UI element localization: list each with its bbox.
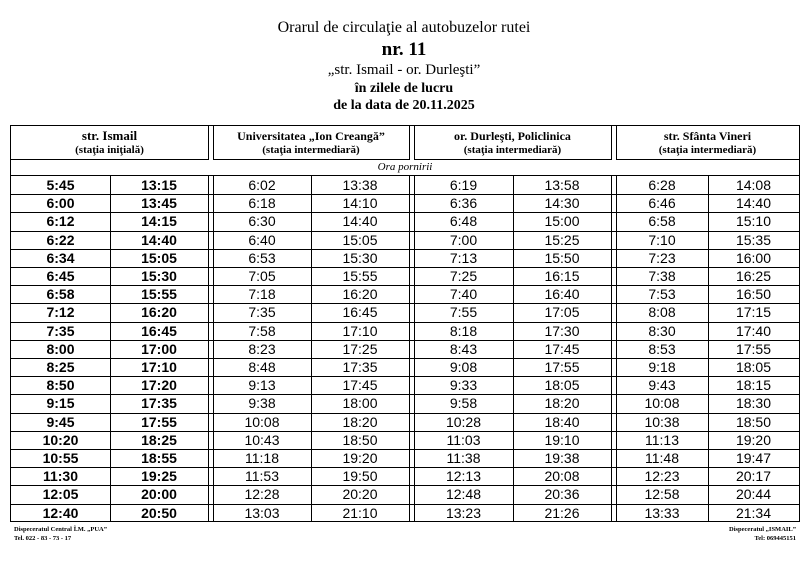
departure-time: 6:28 xyxy=(648,177,676,193)
departure-time: 9:58 xyxy=(449,395,478,411)
departure-time: 15:55 xyxy=(141,286,177,302)
departure-time: 20:20 xyxy=(342,486,378,502)
departure-time: 17:10 xyxy=(141,359,177,375)
departure-time: 6:46 xyxy=(648,195,676,211)
departure-time: 10:08 xyxy=(244,414,280,430)
departure-time: 12:23 xyxy=(644,468,680,484)
departure-time: 17:35 xyxy=(141,395,177,411)
departure-time: 7:55 xyxy=(449,304,478,320)
departure-time: 7:38 xyxy=(648,268,676,284)
departure-time: 19:47 xyxy=(735,450,772,466)
departure-time: 9:43 xyxy=(648,377,676,393)
departure-time: 18:50 xyxy=(735,414,772,430)
departure-time: 18:05 xyxy=(735,359,772,375)
departure-time-label: Ora pornirii xyxy=(11,160,799,175)
departure-time: 7:00 xyxy=(449,232,478,248)
departure-time: 10:20 xyxy=(42,432,79,448)
dispatch-central-phone: Tel. 022 - 83 - 73 - 17 xyxy=(14,535,72,542)
departure-time: 13:23 xyxy=(445,505,482,521)
departure-time: 12:48 xyxy=(445,486,482,502)
departure-time: 10:55 xyxy=(42,450,79,466)
departure-time: 18:05 xyxy=(544,377,580,393)
departure-time: 18:55 xyxy=(141,450,177,466)
effective-date: de la data de 20.11.2025 xyxy=(333,98,475,113)
departure-time: 21:10 xyxy=(342,505,378,521)
stop-type: (staţia intermediară) xyxy=(658,144,757,156)
departure-time: 12:40 xyxy=(42,505,79,521)
stop-header xyxy=(616,126,799,159)
departure-time: 8:00 xyxy=(46,341,75,357)
schedule-heading: Orarul de circulaţie al autobuzelor rutei xyxy=(277,19,531,36)
departure-time: 17:10 xyxy=(342,323,378,339)
departure-time: 19:38 xyxy=(544,450,580,466)
departure-time: 6:36 xyxy=(449,195,478,211)
departure-time: 15:05 xyxy=(342,232,378,248)
departure-time: 6:48 xyxy=(449,213,478,229)
departure-time: 21:26 xyxy=(544,505,580,521)
departure-time: 15:25 xyxy=(544,232,580,248)
departure-time: 6:19 xyxy=(449,177,478,193)
departure-time: 16:25 xyxy=(735,268,772,284)
departure-time: 9:13 xyxy=(248,377,276,393)
departure-time: 17:00 xyxy=(141,341,177,357)
dispatch-central: Dispeceratul Central Î.M. „PUA” xyxy=(14,526,107,533)
departure-time: 16:45 xyxy=(342,304,378,320)
departure-time: 8:08 xyxy=(648,304,676,320)
departure-time: 11:03 xyxy=(446,432,481,448)
stop-name: or. Durleşti, Policlinica xyxy=(454,129,571,143)
departure-time: 17:40 xyxy=(735,323,772,339)
dispatch-ismail: Dispeceratul „ISMAIL” xyxy=(729,526,796,533)
departure-time: 6:30 xyxy=(248,213,276,229)
stop-header xyxy=(11,126,208,159)
departure-time: 13:38 xyxy=(342,177,378,193)
dispatch-ismail-phone: Tel: 069445151 xyxy=(754,535,796,542)
departure-time: 13:58 xyxy=(544,177,580,193)
departure-time: 15:30 xyxy=(342,250,378,266)
departure-time: 11:18 xyxy=(245,450,279,466)
departure-time: 6:18 xyxy=(248,195,276,211)
departure-time: 15:50 xyxy=(544,250,580,266)
departure-time: 19:20 xyxy=(735,432,772,448)
departure-time: 6:00 xyxy=(46,195,75,211)
departure-time: 18:50 xyxy=(342,432,378,448)
stop-type: (staţia iniţială) xyxy=(75,144,144,156)
departure-time: 18:25 xyxy=(141,432,177,448)
departure-time: 5:45 xyxy=(46,177,75,193)
departure-time: 12:05 xyxy=(42,486,79,502)
departure-time: 17:55 xyxy=(544,359,580,375)
departure-time: 13:03 xyxy=(244,505,280,521)
departure-time: 8:30 xyxy=(648,323,676,339)
departure-time: 15:35 xyxy=(735,232,772,248)
departure-time: 19:20 xyxy=(342,450,378,466)
departure-time: 14:08 xyxy=(735,177,772,193)
departure-time: 6:58 xyxy=(648,213,676,229)
departure-time: 16:40 xyxy=(544,286,580,302)
departure-time: 21:34 xyxy=(735,505,772,521)
departure-time: 20:44 xyxy=(735,486,772,502)
departure-time: 14:15 xyxy=(141,213,177,229)
service-days: în zilele de lucru xyxy=(354,81,454,96)
footer-left xyxy=(14,525,107,543)
departure-time: 16:20 xyxy=(342,286,378,302)
departure-time: 9:08 xyxy=(449,359,478,375)
departure-time: 16:20 xyxy=(141,304,177,320)
departure-time: 16:15 xyxy=(544,268,580,284)
departure-time: 7:13 xyxy=(449,250,478,266)
departure-time: 17:20 xyxy=(141,377,177,393)
departure-time: 8:48 xyxy=(248,359,276,375)
departure-time: 13:33 xyxy=(644,505,680,521)
stop-name: Universitatea „Ion Creangă” xyxy=(237,129,385,143)
stop-header xyxy=(213,126,409,159)
departure-time: 14:10 xyxy=(342,195,378,211)
route-number: nr. 11 xyxy=(381,39,427,60)
departure-time: 8:25 xyxy=(46,359,75,375)
departure-time: 20:36 xyxy=(544,486,580,502)
stop-name: str. Ismail xyxy=(81,128,138,143)
departure-time: 6:53 xyxy=(248,250,276,266)
departure-time: 17:55 xyxy=(141,414,177,430)
departure-time: 6:02 xyxy=(248,177,276,193)
departure-time: 7:10 xyxy=(648,232,676,248)
departure-time: 13:45 xyxy=(141,195,177,211)
departure-time: 10:28 xyxy=(445,414,482,430)
departure-time: 17:45 xyxy=(544,341,580,357)
departure-time: 9:45 xyxy=(46,414,75,430)
departure-time: 18:20 xyxy=(342,414,378,430)
departure-time: 18:20 xyxy=(544,395,580,411)
departure-time: 8:23 xyxy=(248,341,276,357)
departure-time: 16:45 xyxy=(141,323,177,339)
footer-right xyxy=(729,525,796,543)
departure-time: 11:30 xyxy=(42,468,79,484)
departure-time: 11:53 xyxy=(245,468,279,484)
departure-time: 6:58 xyxy=(46,286,75,302)
departure-time: 7:25 xyxy=(449,268,478,284)
departure-time: 18:15 xyxy=(735,377,772,393)
departure-time: 15:10 xyxy=(735,213,772,229)
departure-time: 17:15 xyxy=(735,304,772,320)
departure-time: 15:05 xyxy=(141,250,177,266)
departure-time: 9:18 xyxy=(648,359,676,375)
departure-time: 7:23 xyxy=(648,250,676,266)
departure-time: 7:40 xyxy=(449,286,478,302)
departure-time: 14:40 xyxy=(735,195,772,211)
departure-time: 6:12 xyxy=(46,213,75,229)
departure-time: 14:30 xyxy=(544,195,580,211)
departure-time: 9:38 xyxy=(248,395,276,411)
departure-time: 17:35 xyxy=(342,359,378,375)
departure-time: 14:40 xyxy=(342,213,378,229)
stop-header xyxy=(414,126,611,159)
departure-time: 20:17 xyxy=(735,468,772,484)
departure-time: 20:08 xyxy=(544,468,580,484)
departure-time: 15:30 xyxy=(141,268,177,284)
header xyxy=(0,18,808,114)
departure-time: 12:58 xyxy=(644,486,680,502)
departure-time: 13:15 xyxy=(141,177,177,193)
departure-time: 8:50 xyxy=(46,377,75,393)
stop-type: (staţia intermediară) xyxy=(463,144,562,156)
departure-time: 10:08 xyxy=(644,395,680,411)
departure-time: 7:35 xyxy=(46,323,75,339)
departure-time: 12:13 xyxy=(445,468,482,484)
departure-time: 14:40 xyxy=(141,232,177,248)
departure-time: 12:28 xyxy=(244,486,280,502)
departure-time: 9:33 xyxy=(449,377,478,393)
departure-time: 15:00 xyxy=(544,213,580,229)
departure-time: 19:25 xyxy=(141,468,177,484)
departure-time: 7:58 xyxy=(248,323,276,339)
departure-time: 15:55 xyxy=(342,268,378,284)
departure-time: 20:50 xyxy=(141,505,177,521)
timetable xyxy=(10,125,800,522)
departure-time: 17:05 xyxy=(544,304,580,320)
departure-time: 17:55 xyxy=(735,341,772,357)
departure-time: 6:40 xyxy=(248,232,276,248)
departure-time: 9:15 xyxy=(46,395,75,411)
departure-time: 17:30 xyxy=(544,323,580,339)
departure-time: 7:35 xyxy=(248,304,276,320)
departure-time: 16:00 xyxy=(735,250,772,266)
departure-time: 18:00 xyxy=(342,395,378,411)
departure-time: 11:48 xyxy=(645,450,679,466)
departure-time: 7:53 xyxy=(648,286,676,302)
departure-time: 17:25 xyxy=(342,341,378,357)
departure-time: 7:05 xyxy=(248,268,276,284)
departure-time: 18:30 xyxy=(735,395,772,411)
departure-time: 19:10 xyxy=(544,432,580,448)
departure-time: 10:43 xyxy=(244,432,280,448)
departure-time: 8:43 xyxy=(449,341,478,357)
departure-time: 8:18 xyxy=(449,323,478,339)
departure-time: 6:22 xyxy=(46,232,75,248)
departure-time: 17:45 xyxy=(342,377,378,393)
departure-time: 11:38 xyxy=(446,450,481,466)
departure-time: 16:50 xyxy=(735,286,772,302)
departure-time: 20:00 xyxy=(141,486,177,502)
departure-time: 7:18 xyxy=(248,286,276,302)
departure-time: 19:50 xyxy=(342,468,378,484)
stop-type: (staţia intermediară) xyxy=(262,144,360,156)
departure-time: 6:45 xyxy=(46,268,75,284)
departure-time: 10:38 xyxy=(644,414,680,430)
departure-time: 8:53 xyxy=(648,341,676,357)
departure-time: 7:12 xyxy=(46,304,75,320)
departure-time: 6:34 xyxy=(46,250,75,266)
departure-time: 18:40 xyxy=(544,414,580,430)
departure-time: 11:13 xyxy=(645,432,679,448)
stop-name: str. Sfânta Vineri xyxy=(663,129,752,143)
route-name: „str. Ismail - or. Durleşti” xyxy=(327,62,481,78)
